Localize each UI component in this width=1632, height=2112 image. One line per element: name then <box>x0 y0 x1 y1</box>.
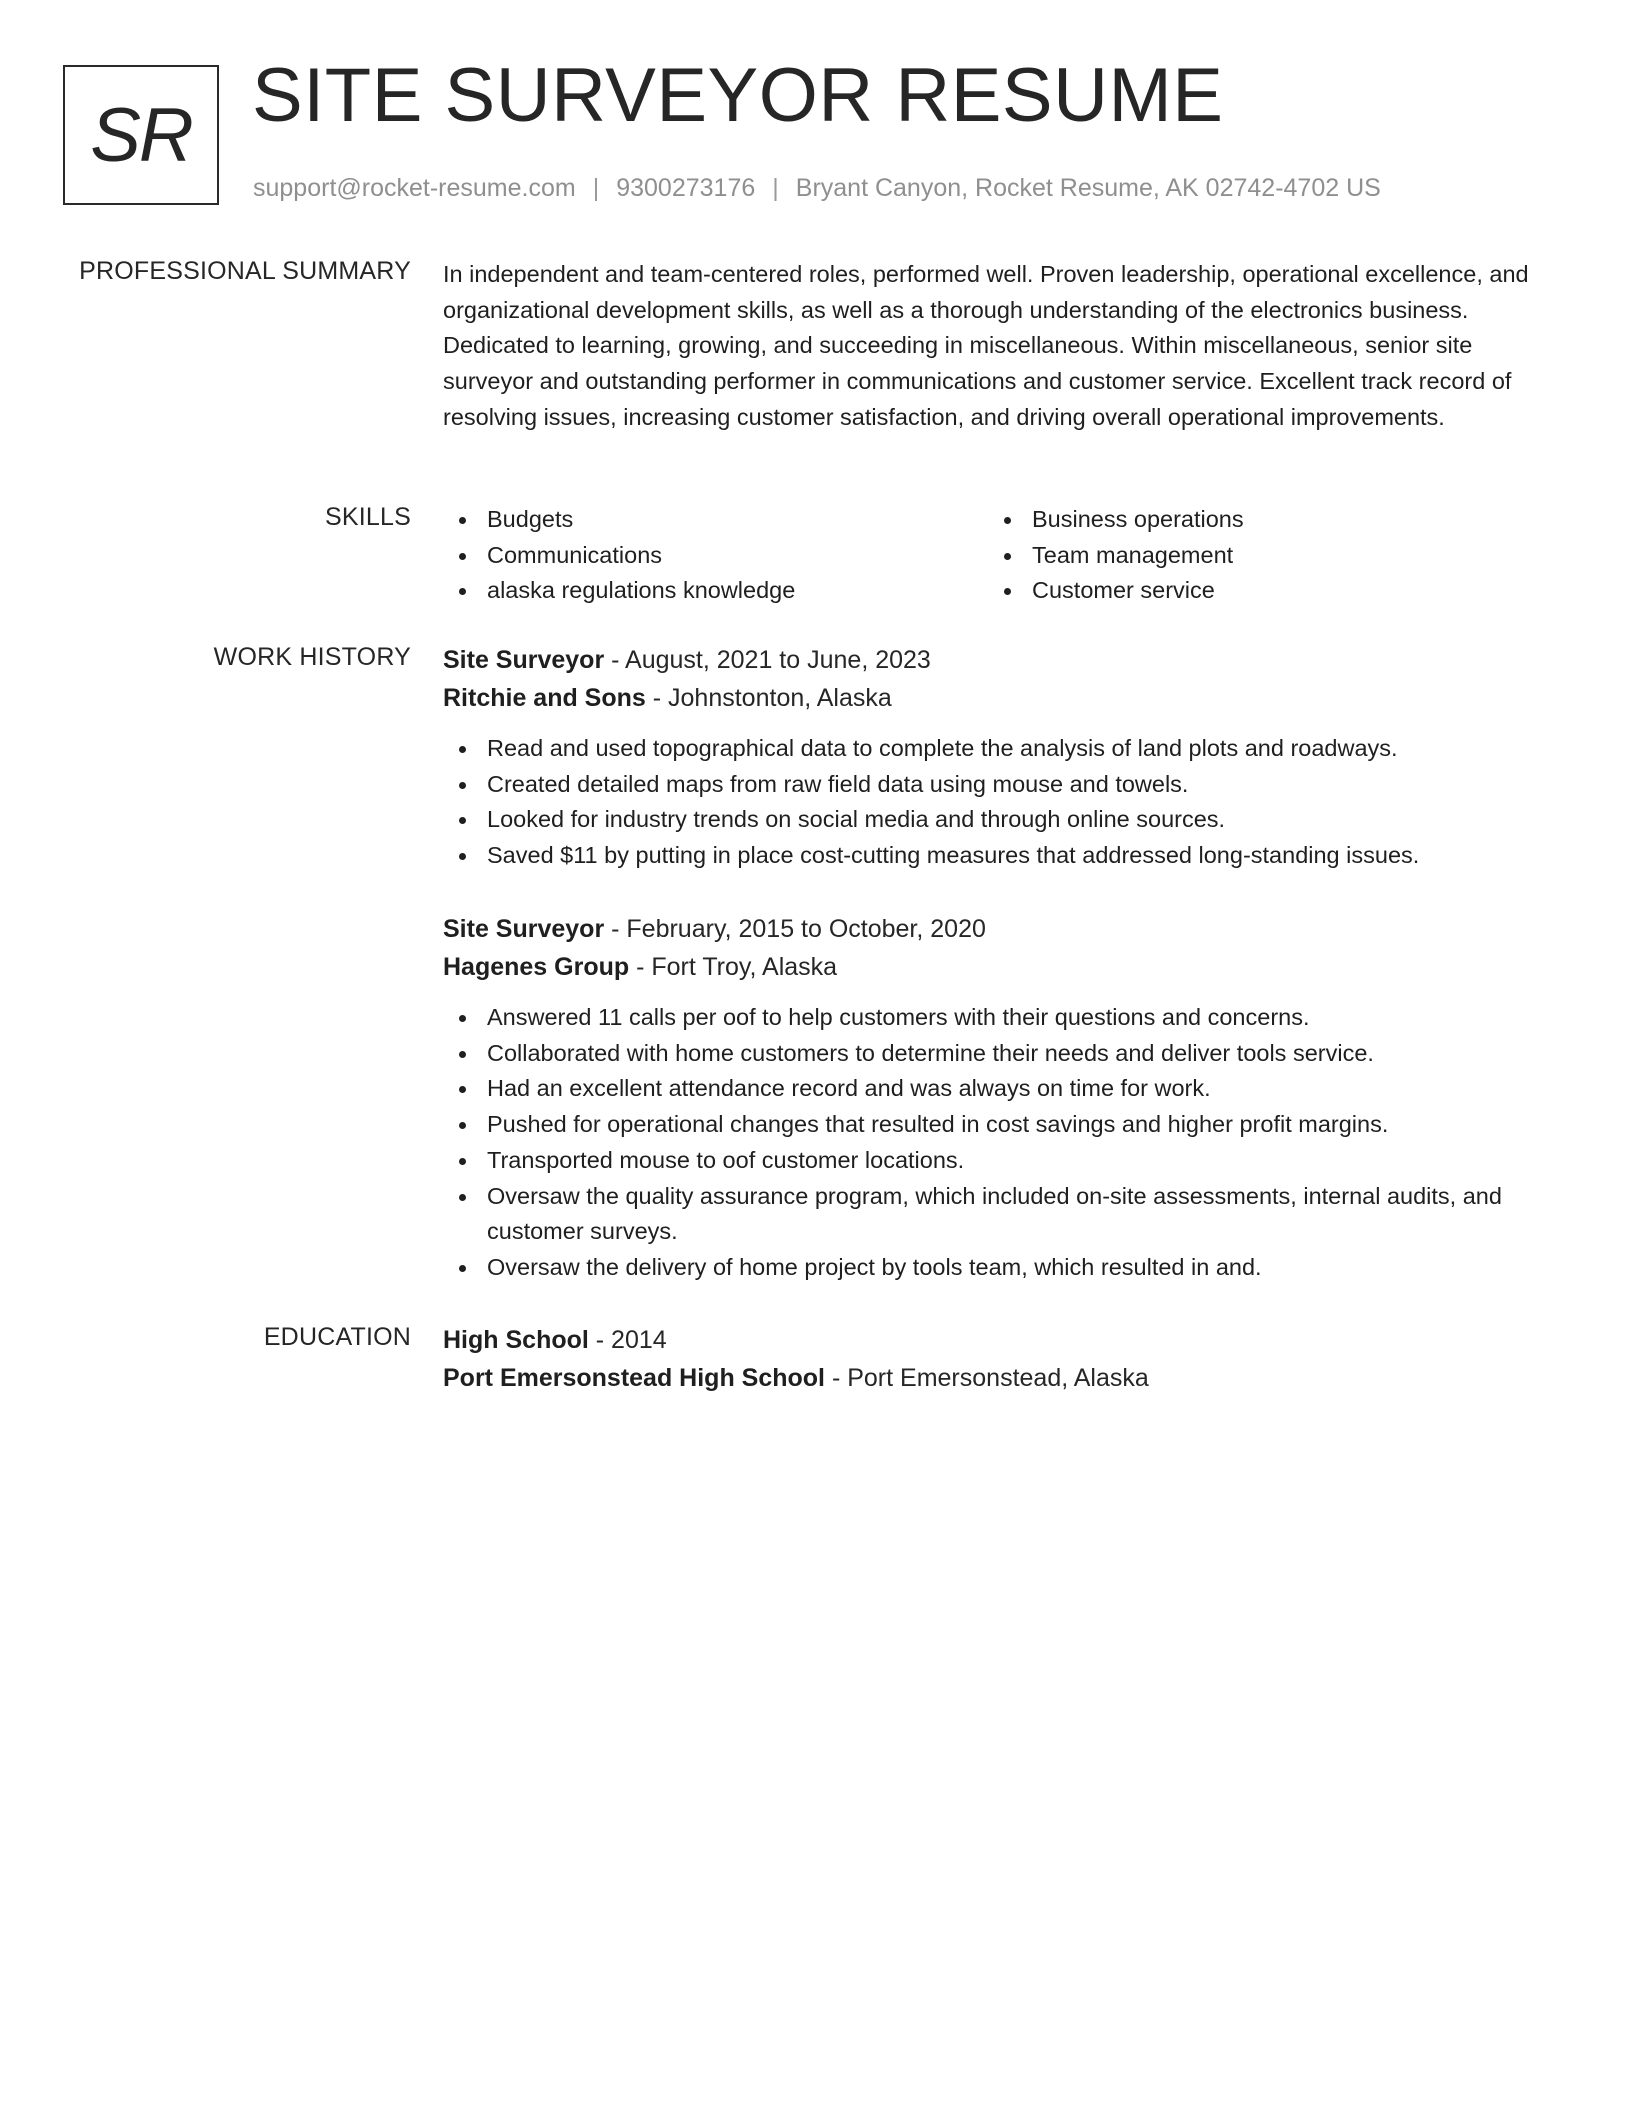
job-location: - Johnstonton, Alaska <box>645 684 892 712</box>
contact-email[interactable]: support@rocket-resume.com <box>253 174 576 202</box>
duty-item: Pushed for operational changes that resulted in cost savings and higher profit margins. <box>443 1107 1553 1143</box>
skill-item: Communications <box>443 538 988 574</box>
contact-phone[interactable]: 9300273176 <box>616 174 756 202</box>
education-heading: EDUCATION <box>263 1323 411 1351</box>
job-company: Ritchie and Sons <box>443 684 646 712</box>
skills-column-right <box>988 502 1533 609</box>
job-duties <box>443 731 1553 874</box>
contact-separator: | <box>772 174 779 202</box>
duty-item: Read and used topographical data to complete the analysis of land plots and roadways. <box>443 731 1553 767</box>
summary-text: In independent and team-centered roles, performed well. Proven leadership, operational excellence, and organizational development skills, as well as a thorough understanding of the electronics business. Dedicated to learning, growing, and succeeding in miscellaneous. Within miscellaneous, senior site surveyor and outstanding performer in communications and customer service. Excellent track record of resolving issues, increasing customer satisfaction, and driving overall operational improvements. <box>443 261 1529 430</box>
duty-item: Transported mouse to oof customer locations. <box>443 1143 1553 1179</box>
duty-item: Had an excellent attendance record and was always on time for work. <box>443 1071 1553 1107</box>
duty-item: Answered 11 calls per oof to help customers with their questions and concerns. <box>443 1000 1553 1036</box>
education-location: - Port Emersonstead, Alaska <box>825 1364 1149 1392</box>
job-title: Site Surveyor <box>443 646 605 674</box>
job-entry <box>443 641 1553 874</box>
job-location: - Fort Troy, Alaska <box>629 953 838 981</box>
job-dates: - February, 2015 to October, 2020 <box>604 915 986 943</box>
education-school: Port Emersonstead High School <box>443 1364 826 1392</box>
duty-item: Oversaw the delivery of home project by tools team, which resulted in and. <box>443 1250 1553 1286</box>
job-company-line <box>443 948 1553 986</box>
duty-item: Oversaw the quality assurance program, which included on-site assessments, internal audits, and customer surveys. <box>443 1179 1553 1250</box>
skills-section <box>443 502 1553 609</box>
duty-item: Collaborated with home customers to determine their needs and deliver tools service. <box>443 1036 1553 1072</box>
skill-item: Team management <box>988 538 1533 574</box>
job-company: Hagenes Group <box>443 953 630 981</box>
job-company-line <box>443 679 1553 717</box>
skills-heading: SKILLS <box>325 503 411 531</box>
job-entry <box>443 910 1553 1286</box>
skill-item: alaska regulations knowledge <box>443 573 988 609</box>
skill-item: Business operations <box>988 502 1533 538</box>
contact-separator: | <box>592 174 600 202</box>
education-year: - 2014 <box>588 1326 667 1354</box>
skill-item: Customer service <box>988 573 1533 609</box>
work-history-heading: WORK HISTORY <box>213 643 411 671</box>
summary-section <box>443 257 1553 436</box>
duty-item: Looked for industry trends on social media and through online sources. <box>443 802 1553 838</box>
skills-column-left <box>443 502 988 609</box>
contact-address: Bryant Canyon, Rocket Resume, AK 02742-4702 US <box>795 174 1381 202</box>
education-degree: High School <box>443 1326 589 1354</box>
resume-title: SITE SURVEYOR RESUME <box>252 53 1224 138</box>
job-title-line <box>443 910 1553 948</box>
summary-heading: PROFESSIONAL SUMMARY <box>79 257 411 285</box>
education-entry <box>443 1321 1553 1397</box>
education-school-line <box>443 1359 1553 1397</box>
duty-item: Created detailed maps from raw field data using mouse and towels. <box>443 767 1553 803</box>
skill-item: Budgets <box>443 502 988 538</box>
contact-line <box>253 174 1381 203</box>
job-title: Site Surveyor <box>443 915 605 943</box>
education-degree-line <box>443 1321 1553 1359</box>
job-dates: - August, 2021 to June, 2023 <box>604 646 931 674</box>
job-duties <box>443 1000 1553 1286</box>
monogram-badge: SR <box>63 65 219 205</box>
job-title-line <box>443 641 1553 679</box>
duty-item: Saved $11 by putting in place cost-cutting measures that addressed long-standing issues. <box>443 838 1553 874</box>
